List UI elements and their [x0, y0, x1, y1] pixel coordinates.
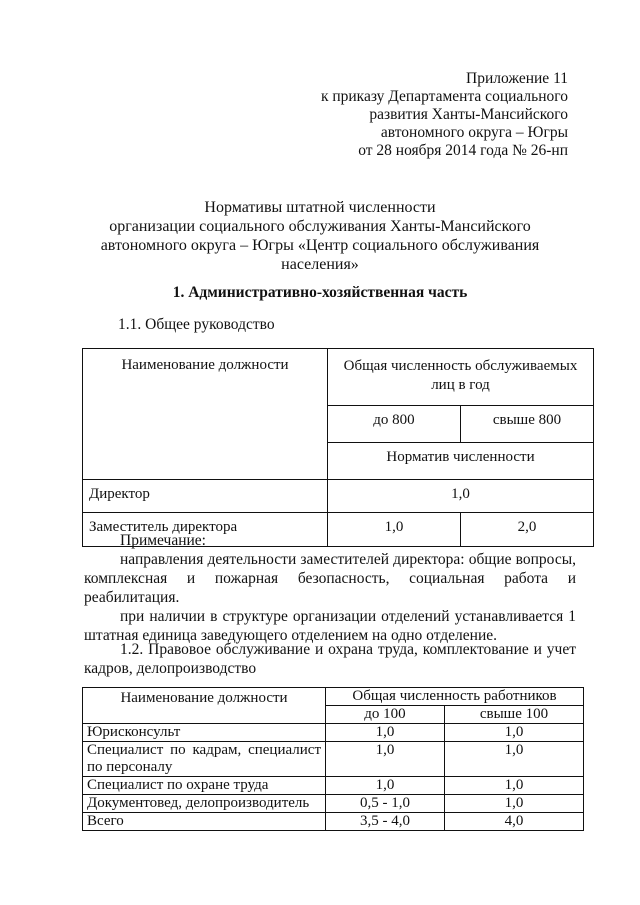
table-cell: Директор [83, 480, 328, 513]
table-cell: Юрисконсульт [83, 724, 326, 742]
table-cell: 1,0 [328, 480, 594, 513]
note-paragraph: направления деятельности заместителей директора: общие вопросы, комплексная и пожарная безопасность, социальная работа и реабилитация. [84, 551, 576, 606]
table-cell: Всего [83, 813, 326, 831]
table-cell: 1,0 [326, 777, 445, 795]
document-title [0, 198, 640, 274]
table-cell: 1,0 [326, 724, 445, 742]
general-management-table [82, 348, 594, 547]
section-heading: 1. Административно-хозяйственная часть [172, 284, 468, 301]
header-line: развития Ханты-Мансийского [369, 106, 568, 123]
header-line: к приказу Департамента социального [320, 88, 568, 105]
table-header-cell: Норматив численности [328, 443, 594, 480]
table-cell: Заместитель директора [83, 513, 328, 547]
table-row [83, 742, 584, 777]
table-header-cell: Общая численность работников [326, 688, 584, 706]
title-line: Нормативы штатной численности [204, 199, 436, 216]
table-cell: 4,0 [445, 813, 584, 831]
table-cell: 1,0 [445, 742, 584, 777]
table-cell: 1,0 [445, 724, 584, 742]
table-header-cell: свыше 800 [461, 406, 594, 443]
header-line: автономного округа – Югры [380, 124, 568, 141]
table-header-cell: Наименование должности [83, 349, 328, 480]
title-line: организации социального обслуживания Ханты-Мансийского [109, 218, 531, 235]
note-block [84, 531, 576, 645]
table-header-cell: Общая численность обслуживаемых лиц в год [328, 349, 594, 406]
table-row [83, 795, 584, 813]
table-cell: 1,0 [445, 795, 584, 813]
header-line: от 28 ноября 2014 года № 26-нп [358, 142, 568, 159]
table-header-cell: до 800 [328, 406, 461, 443]
table-cell: Специалист по охране труда [83, 777, 326, 795]
table-cell: 3,5 - 4,0 [326, 813, 445, 831]
table-cell: 1,0 [326, 742, 445, 777]
subsection-heading: 1.1. Общее руководство [118, 316, 275, 333]
note-paragraph: при наличии в структуре организации отделений устанавливается 1 штатная единица заведующего отделением на одно отделение. [84, 608, 576, 644]
table-row [83, 480, 594, 513]
header-line: Приложение 11 [466, 70, 568, 87]
table-row [83, 813, 584, 831]
table-cell: 0,5 - 1,0 [326, 795, 445, 813]
table-cell: 1,0 [328, 513, 461, 547]
table-cell: Специалист по кадрам, специалист по персоналу [83, 742, 326, 777]
subsection-heading: 1.2. Правовое обслуживание и охрана труда, комплектование и учет кадров, делопроизводство [84, 641, 576, 677]
table-header-cell: свыше 100 [445, 706, 584, 724]
title-line: населения» [281, 256, 359, 273]
legal-hr-table [82, 687, 584, 831]
table-cell: 1,0 [445, 777, 584, 795]
table-header-cell: до 100 [326, 706, 445, 724]
table-row [83, 777, 584, 795]
title-line: автономного округа – Югры «Центр социального обслуживания [100, 237, 540, 254]
appendix-header [321, 70, 568, 160]
table-cell: 2,0 [461, 513, 594, 547]
note-label: Примечание: [120, 532, 206, 549]
table-header-cell: Наименование должности [83, 688, 326, 724]
table-row [83, 724, 584, 742]
table-cell: Документовед, делопроизводитель [83, 795, 326, 813]
